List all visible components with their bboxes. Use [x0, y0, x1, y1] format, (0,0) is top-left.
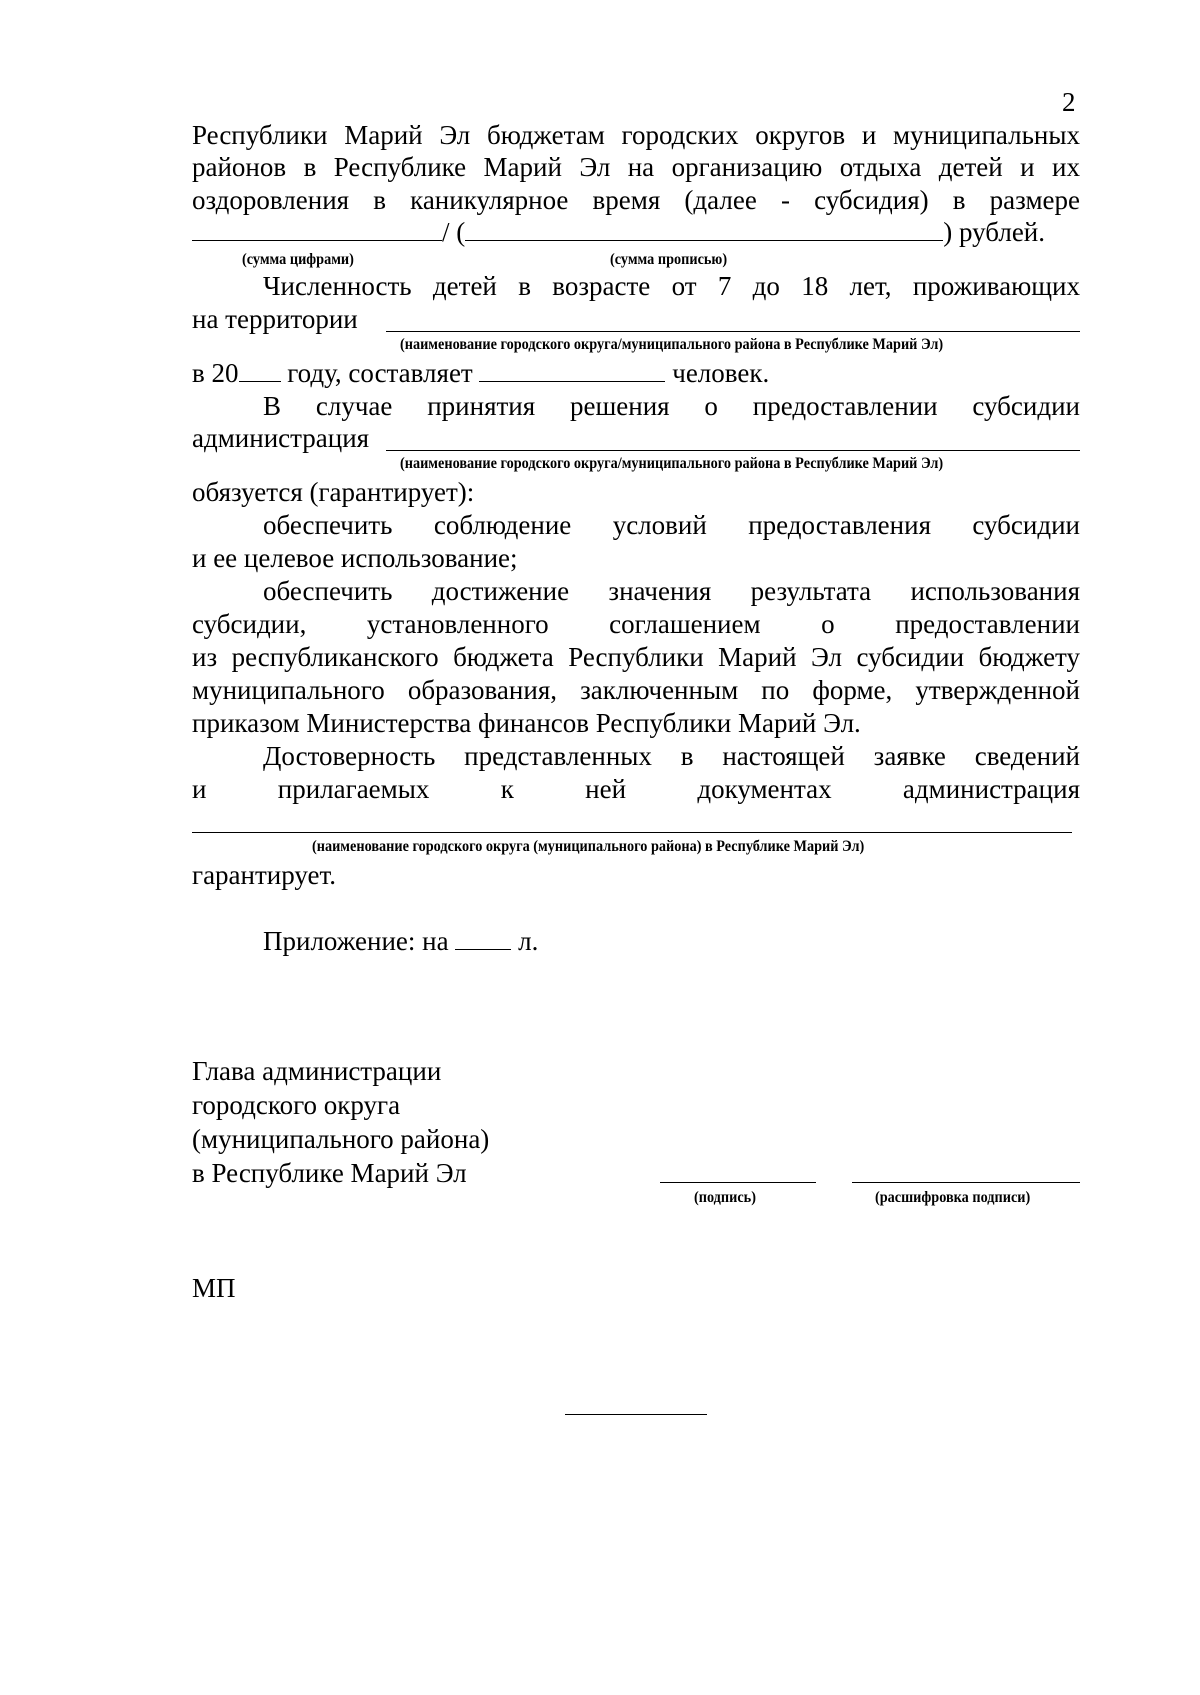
caption-guarantor: (наименование городского округа (муниципального района) в Республике Марий Эл) [312, 838, 865, 855]
para3-line3: обязуется (гарантирует): [192, 477, 475, 507]
para6-line3: гарантирует. [192, 860, 337, 890]
people-count-blank [479, 357, 665, 382]
closing-rule [565, 1414, 707, 1415]
territory-blank [386, 331, 1080, 332]
caption-signature: (подпись) [694, 1189, 756, 1206]
guarantor-blank [192, 832, 1072, 833]
attachment-line [263, 925, 538, 957]
attachment-prefix: Приложение: на [263, 926, 449, 956]
para5-line4: муниципального образования, заключенным по форме, утвержденной [192, 675, 1080, 705]
signatory-line3: (муниципального района) [192, 1124, 490, 1154]
administration-blank [386, 450, 1080, 451]
caption-administration: (наименование городского округа/муниципального района в Республике Марий Эл) [400, 455, 944, 472]
signatory-line4: в Республике Марий Эл [192, 1158, 467, 1188]
para1-line1: Республики Марий Эл бюджетам городских округов и муниципальных [192, 120, 1080, 150]
signatory-line2: городского округа [192, 1090, 401, 1120]
amount-separator: / ( [442, 217, 466, 247]
year-mid: году, составляет [287, 358, 473, 388]
para6-line1: Достоверность представленных в настоящей заявке сведений [263, 741, 1080, 771]
attachment-suffix: л. [518, 926, 539, 956]
caption-territory: (наименование городского округа/муниципального района в Республике Марий Эл) [400, 336, 944, 353]
year-blank [239, 357, 281, 382]
caption-sum-words: (сумма прописью) [610, 251, 728, 268]
para3-line1: В случае принятия решения о предоставлении субсидии [263, 391, 1080, 421]
amount-end: ) рублей. [943, 217, 1046, 247]
para5-line1: обеспечить достижение значения результата использования [263, 576, 1080, 606]
caption-signature-decode: (расшифровка подписи) [875, 1189, 1031, 1206]
signatory-line1: Глава администрации [192, 1056, 442, 1086]
para1-line3: оздоровления в каникулярное время (далее - субсидия) в размере [192, 185, 1080, 215]
para2-line2: на территории [192, 304, 358, 334]
signature-decode-blank [852, 1182, 1080, 1183]
year-prefix: в 20 [192, 358, 239, 388]
para4-line1: обеспечить соблюдение условий предоставления субсидии [263, 510, 1080, 540]
para4-line2: и ее целевое использование; [192, 543, 518, 573]
para5-line2: субсидии, установленного соглашением о предоставлении [192, 609, 1080, 639]
para1-line2: районов в Республике Марий Эл на организацию отдыха детей и их [192, 152, 1080, 182]
para6-line2: и прилагаемых к ней документах администрация [192, 774, 1080, 804]
year-line [192, 357, 769, 389]
amount-digits-blank [192, 216, 442, 241]
para5-line5: приказом Министерства финансов Республики Марий Эл. [192, 708, 861, 738]
para5-line3: из республиканского бюджета Республики Марий Эл субсидии бюджету [192, 642, 1080, 672]
stamp-place: МП [192, 1273, 236, 1303]
people-label: человек. [672, 358, 770, 388]
para2-line1: Численность детей в возрасте от 7 до 18 лет, проживающих [263, 271, 1080, 301]
amount-words-blank [465, 216, 943, 241]
page-number: 2 [1062, 87, 1076, 117]
signature-blank [660, 1182, 816, 1183]
caption-sum-digits: (сумма цифрами) [242, 251, 354, 268]
attachment-pages-blank [455, 925, 511, 950]
amount-line [192, 216, 1045, 248]
para3-line2: администрация [192, 423, 370, 453]
